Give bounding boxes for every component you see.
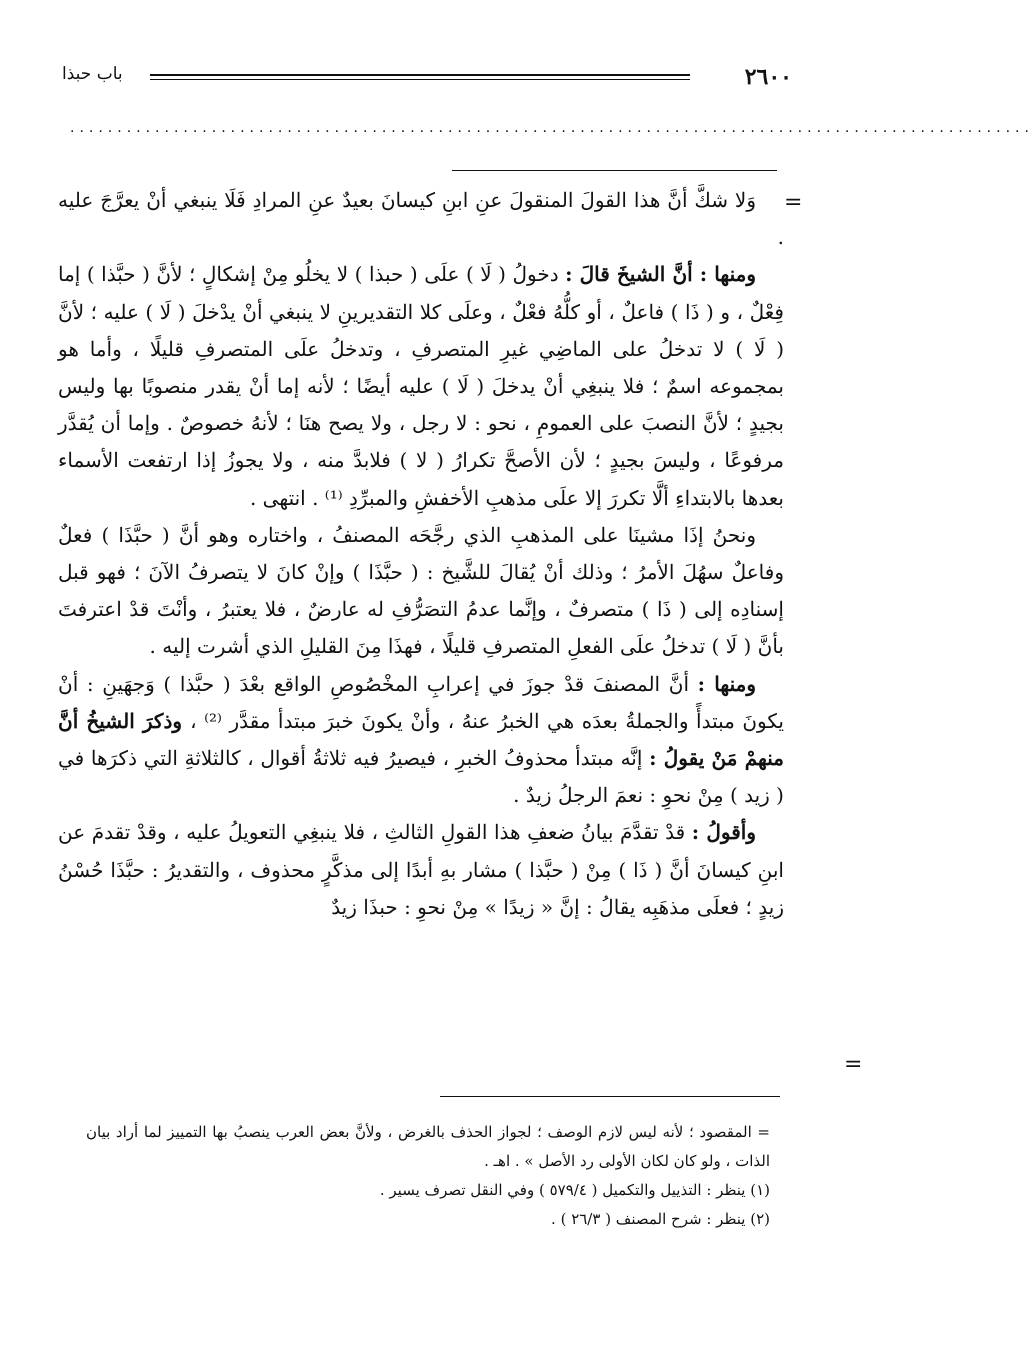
main-text: [58, 182, 784, 926]
paragraph-2: [58, 256, 784, 516]
continuation-mark-bottom: =: [844, 1052, 863, 1077]
chapter-title: باب حبذا: [62, 64, 123, 84]
paragraph-5-text: قدْ تقدَّمَ بيانُ ضعفِ هذا القولِ الثالثِ ، فلا ينبغِي التعويلُ عليه ، وقدْ تقدمَ عن ابنِ كيسانَ أنَّ ( ذَا ) مِنْ ( حبَّذا ) مشار بهِ أبدًا إلى مذكَّرٍ محذوف ، والتقديرُ : حبَّذَا حُسْنُ زيدٍ ؛ فعلَى مذهَبِه يقالُ : إنَّ « زيدًا » مِنْ نحوِ : حبذَا زيدٌ: [58, 820, 784, 919]
paragraph-1: وَلا شكَّ أنَّ هذا القولَ المنقولَ عنِ ابنِ كيسانَ بعيدٌ عنِ المرادِ فَلَا ينبغي أنْ يعرَّجَ عليه .: [58, 188, 784, 250]
paragraph-4-text-b: إنَّه مبتدأ محذوفُ الخبرِ ، فيصيرُ فيه ثلاثةُ أقوال ، كالثلاثةِ التي ذكرَها في ( زيد ) مِنْ نحوِ : نعمَ الرجلُ زيدٌ .: [58, 746, 784, 808]
footnote-1: (١) ينظر : التذييل والتكميل ( ٥٧٩/٤ ) وفي النقل تصرف يسير .: [379, 1181, 770, 1199]
paragraph-5-lead: وأقولُ :: [691, 820, 756, 845]
top-rule: [452, 170, 777, 171]
header-double-rule: [150, 74, 690, 80]
page-number: ٢٦٠٠: [744, 64, 792, 90]
paragraph-4-text-a: أنَّ المصنفَ قدْ جوزَ في إعرابِ المخْصُوصِ الواقع بعْدَ ( حبَّذا ) وَجهَينِ : أنْ يكونَ مبتدأً والجملةُ بعدَه هي الخبرُ عنهُ ، وأنْ يكونَ خبرَ مبتدأ مقدَّر ⁽²⁾ ،: [58, 671, 784, 733]
paragraph-5: [58, 814, 784, 926]
footnote-continued: = المقصود ؛ لأنه ليس لازم الوصف ؛ لجواز الحذف بالغرض ، ولأنَّ بعض العرب ينصبُ بها التمييز لما أراد بيان الذات ، ولو كان لكان الأولى رد الأصل » . اهـ .: [86, 1123, 770, 1170]
paragraph-2-lead: ومنها : أنَّ الشيخَ قالَ :: [565, 262, 756, 287]
footnote-rule: [440, 1096, 780, 1097]
paragraph-4-bold: وذكرَ الشيخُ أنَّ منهمْ مَنْ يقولُ :: [58, 708, 784, 771]
continuation-mark-top: =: [784, 190, 803, 215]
paragraph-3: ونحنُ إذَا مشينَا على المذهبِ الذي رجَّحَه المصنفُ ، واختاره وهو أنَّ ( حبَّذَا ) فعلٌ وفاعلٌ سهُلَ الأمرُ ؛ وذلك أنْ يُقالَ للشَّيخ : ( حبَّذَا ) وإنْ كانَ لا يتصرفُ الآنَ ؛ فهو قبل إسنادِه إلى ( ذَا ) متصرفٌ ، وإنَّما عدمُ التصَرُّفِ له عارضٌ ، فلا يعتبرُ ، وأنْتَ قدْ اعترفتَ بأنَّ ( لَا ) تدخلُ علَى الفعلِ المتصرفِ قليلًا ، فهذَا مِنَ القليلِ الذي أشرت إليه .: [58, 522, 784, 659]
footnotes: [86, 1118, 770, 1234]
dotted-separator: ......................................................................................................: [70, 120, 1034, 136]
paragraph-4-lead: ومنها :: [697, 671, 756, 696]
footnote-2: (٢) ينظر : شرح المصنف ( ٢٦/٣ ) .: [551, 1210, 770, 1228]
paragraph-2-text: دخولُ ( لَا ) علَى ( حبذا ) لا يخلُو مِنْ إشكالٍ ؛ لأنَّ ( حبَّذا ) إما فِعْلٌ ، و ( ذَا ) فاعلٌ ، أو كلُّهُ فعْلٌ ، وعلَى كلا التقديرينِ لا ينبغي أنْ يدْخلَ ( لَا ) عليه ؛ لأنَّ ( لَا ) لا تدخلُ على الماضِي غيرِ المتصرفِ ، وتدخلُ علَى المتصرفِ قليلًا ، وأما هو بمجموعه اسمٌ ؛ فلا ينبغِي أنْ يدخلَ ( لَا ) عليه أيضًا ؛ لأنه إما أنْ يقدر منصوبًا بها وليس بجيدٍ ؛ لأنَّ النصبَ على العمومِ ، نحو : لا رجل ، ولا يصح هنَا ؛ لأنهُ خصوصٌ . وإما أن يُقدَّر مرفوعًا ، وليسَ بجيدٍ ؛ لأن الأصحَّ تكرارُ ( لا ) فلابدَّ منه ، ولا يجوزُ إذا ارتفعت الأسماء بعدها بالابتداءِ ألَّا تكررَ إلا علَى مذهبِ الأخفشِ والمبرِّدِ ⁽¹⁾ . انتهى .: [58, 262, 784, 510]
paragraph-4: [58, 666, 784, 815]
page-header: [62, 60, 792, 94]
